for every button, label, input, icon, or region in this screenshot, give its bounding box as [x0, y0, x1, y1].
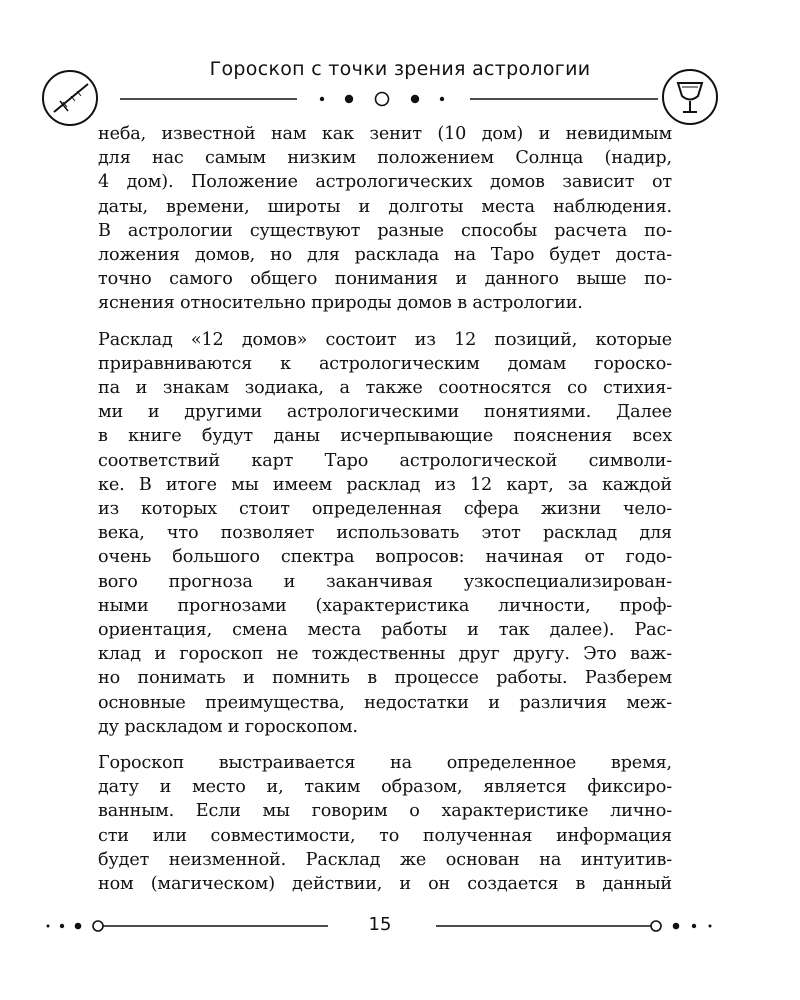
paragraph-1	[98, 122, 672, 316]
text-line: сти или совместимости, то полученная информация	[98, 825, 672, 846]
text-line: даты, времени, широты и долготы места наблюдения.	[98, 196, 672, 217]
page-body	[98, 122, 672, 908]
text-line: яснения относительно природы домов в астрологии.	[98, 293, 583, 314]
text-line: из которых стоит определенная сфера жизни чело-	[98, 499, 672, 520]
text-line: ном (магическом) действии, и он создается в данный	[98, 874, 672, 895]
text-line: но понимать и помнить в процессе работы. Разберем	[98, 668, 672, 689]
text-line: Расклад «12 домов» состоит из 12 позиций, которые	[98, 329, 672, 350]
running-header-title: Гороскоп с точки зрения астрологии	[209, 58, 591, 80]
text-line: ложения домов, но для расклада на Таро будет доста-	[98, 245, 672, 266]
text-line: приравниваются к астрологическим домам гороско-	[98, 353, 672, 374]
text-line: соответствий карт Таро астрологической символи-	[98, 450, 672, 471]
text-line: вого прогноза и заканчивая узкоспециализирован-	[98, 571, 672, 592]
header-divider	[120, 93, 658, 106]
text-line: неба, известной нам как зенит (10 дом) и невидимым	[98, 124, 672, 144]
text-line: клад и гороскоп не тождественны друг другу. Это важ-	[98, 644, 672, 665]
text-line: па и знакам зодиака, а также соотносятся со стихия-	[98, 378, 672, 399]
text-line: ориентация, смена места работы и так далее). Рас-	[98, 620, 672, 641]
text-line: Гороскоп выстраивается на определенное время,	[98, 753, 672, 774]
paragraph-3	[98, 751, 672, 896]
text-line: ке. В итоге мы имеем расклад из 12 карт, за каждой	[98, 474, 672, 495]
footer-divider-left	[47, 921, 329, 931]
text-line: будет неизменной. Расклад же основан на интуитив-	[98, 849, 672, 870]
text-line: В астрологии существуют разные способы расчета по-	[98, 220, 672, 241]
page-number: 15	[368, 914, 392, 935]
text-line: века, что позволяет использовать этот расклад для	[98, 523, 672, 544]
text-line: ду раскладом и гороскопом.	[98, 716, 358, 737]
text-line: ными прогнозами (характеристика личности, проф-	[98, 595, 672, 616]
text-line: в книге будут даны исчерпывающие пояснения всех	[98, 426, 672, 447]
text-line: 4 дом). Положение астрологических домов зависит от	[98, 172, 672, 193]
paragraph-2	[98, 328, 672, 739]
text-line: очень большого спектра вопросов: начиная от годо-	[98, 547, 672, 568]
text-line: ванным. Если мы говорим о характеристике лично-	[98, 801, 672, 822]
text-line: основные преимущества, недостатки и различия меж-	[98, 692, 672, 713]
text-line: ми и другими астрологическими понятиями. Далее	[98, 402, 672, 423]
text-line: дату и место и, таким образом, является фиксиро-	[98, 777, 672, 798]
text-line: точно самого общего понимания и данного выше по-	[98, 269, 672, 290]
text-line: для нас самым низким положением Солнца (надир,	[98, 148, 672, 169]
footer-divider-right	[436, 921, 712, 931]
